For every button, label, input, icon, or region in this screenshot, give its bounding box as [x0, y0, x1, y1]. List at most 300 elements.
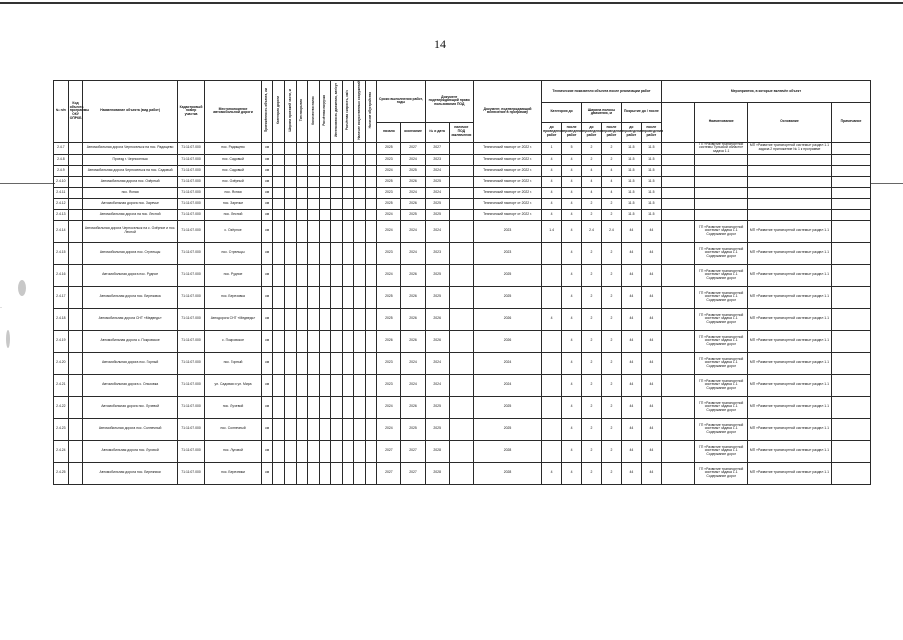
row-year-start: 2027 — [377, 462, 401, 484]
row-source-basis: МП «Развитие транспортной системы» раздел 1.1 — [747, 396, 831, 418]
row-unit: км — [261, 374, 273, 396]
row-v7 — [331, 440, 343, 462]
row-source-empty — [661, 352, 695, 374]
row-v6 — [319, 330, 331, 352]
row-v3 — [284, 142, 296, 154]
row-basis: Технический паспорт от 2022 г. — [473, 176, 541, 187]
row-number: 2.4.20 — [54, 352, 69, 374]
row-number: 2.4.22 — [54, 396, 69, 418]
row-year-start: 2024 — [377, 264, 401, 286]
row-tech-2b: 2 — [601, 396, 621, 418]
table-row — [54, 242, 871, 264]
row-source-basis — [747, 198, 831, 209]
row-source-name: ГП «Развитие транспортной системы» задача 1.1 Содержание дорог — [695, 462, 748, 484]
row-location: пос. Луговой — [205, 440, 262, 462]
row-number: 2.4.12 — [54, 198, 69, 209]
row-v8 — [342, 176, 354, 187]
row-v10 — [365, 220, 377, 242]
row-source-note — [831, 462, 870, 484]
row-v5 — [308, 209, 320, 220]
header-v10-label: Наличие обустройства — [368, 92, 373, 129]
row-v4 — [296, 462, 308, 484]
header-doc-status: наличие ПОД заключения — [449, 122, 473, 142]
table-row — [54, 154, 871, 165]
row-tech-3a: 11.5 — [621, 154, 641, 165]
row-cadastral: 71:11:07.000 — [177, 308, 204, 330]
row-doc-number: 2023 — [425, 154, 449, 165]
row-year-start: 2024 — [377, 165, 401, 176]
row-v10 — [365, 462, 377, 484]
row-tech-3b: 11.5 — [641, 154, 661, 165]
row-tech-2b: 4 — [601, 187, 621, 198]
header-doc-number: № и дата — [425, 122, 449, 142]
row-doc-number: 2025 — [425, 176, 449, 187]
row-doc-number: 2026 — [425, 308, 449, 330]
row-year-start: 2025 — [377, 176, 401, 187]
row-v5 — [308, 242, 320, 264]
row-v7 — [331, 209, 343, 220]
row-number: 2.4.11 — [54, 187, 69, 198]
row-v4 — [296, 209, 308, 220]
row-name: Автомобильная дорога СНТ «Медведь» — [83, 308, 178, 330]
row-v7 — [331, 142, 343, 154]
row-v7 — [331, 220, 343, 242]
row-basis: 2023 — [473, 220, 541, 242]
row-year-start: 2023 — [377, 352, 401, 374]
header-years: Сроки выполнения работ, годы — [377, 81, 425, 123]
row-v6 — [319, 374, 331, 396]
row-source-empty — [661, 308, 695, 330]
row-number: 2.4.15 — [54, 242, 69, 264]
row-tech-1a — [542, 374, 562, 396]
row-cadastral: 71:11:07.000 — [177, 330, 204, 352]
row-cadastral: 71:11:07.000 — [177, 440, 204, 462]
row-tech-1a: 4 — [542, 176, 562, 187]
row-source-note — [831, 264, 870, 286]
row-v3 — [284, 187, 296, 198]
row-v5 — [308, 308, 320, 330]
row-doc-number: 2025 — [425, 418, 449, 440]
row-source-name: ГП «Развитие транспортной системы» задача 1.1 Содержание дорог — [695, 264, 748, 286]
row-tech-2b: 2.4 — [601, 220, 621, 242]
row-source-empty — [661, 462, 695, 484]
row-v9 — [354, 264, 366, 286]
page-number: 14 — [434, 37, 446, 51]
row-source-name — [695, 187, 748, 198]
row-location: пос. Березовка — [205, 286, 262, 308]
row-v6 — [319, 286, 331, 308]
row-name: Автомобильная дорога пос. Горный — [83, 352, 178, 374]
row-source-empty — [661, 264, 695, 286]
row-cadastral: 71:11:07.000 — [177, 187, 204, 198]
row-code — [68, 142, 83, 154]
row-v8 — [342, 286, 354, 308]
row-doc-number: 2024 — [425, 165, 449, 176]
row-v2 — [273, 286, 285, 308]
row-tech-1b: 4 — [562, 418, 582, 440]
row-v3 — [284, 462, 296, 484]
row-source-empty — [661, 374, 695, 396]
row-cadastral: 71:11:07.000 — [177, 264, 204, 286]
row-source-basis: МП «Развитие транспортной системы» раздел 1.1 — [747, 308, 831, 330]
row-v7 — [331, 165, 343, 176]
row-tech-1b: 4 — [562, 242, 582, 264]
header-cadastral: Кадастровый номер участка — [177, 81, 204, 143]
row-v3 — [284, 286, 296, 308]
row-v3 — [284, 242, 296, 264]
row-v9 — [354, 187, 366, 198]
row-location: пос. Рудное — [205, 264, 262, 286]
row-source-name — [695, 154, 748, 165]
row-code — [68, 396, 83, 418]
margin-mark: · — [0, 305, 2, 311]
row-cadastral: 71:11:07.000 — [177, 396, 204, 418]
row-tech-3b: 44 — [641, 308, 661, 330]
scan-smudge — [6, 330, 10, 348]
header-v7-label: Интенсивность движения, авт/сут — [333, 83, 338, 138]
table-row — [54, 142, 871, 154]
row-number: 2.4.25 — [54, 462, 69, 484]
row-source-empty — [661, 187, 695, 198]
row-basis: Технический паспорт от 2022 г. — [473, 209, 541, 220]
row-code — [68, 462, 83, 484]
row-name: Автомобильная дорога пос. Стрельцы — [83, 242, 178, 264]
row-unit: км — [261, 165, 273, 176]
row-doc-status — [449, 264, 473, 286]
row-v2 — [273, 462, 285, 484]
row-code — [68, 242, 83, 264]
header-tech-3b: после проведения работ — [641, 122, 661, 142]
row-year-end: 2026 — [401, 176, 425, 187]
row-location: пос. Озёрный — [205, 176, 262, 187]
table-row — [54, 374, 871, 396]
row-doc-status — [449, 142, 473, 154]
row-tech-2a: 2 — [582, 418, 602, 440]
row-v2 — [273, 176, 285, 187]
row-basis: Технический паспорт от 2022 г. — [473, 198, 541, 209]
row-name: Автомобильная дорога с. Покровское — [83, 330, 178, 352]
row-v5 — [308, 220, 320, 242]
row-location: пос. Садовый — [205, 165, 262, 176]
row-v4 — [296, 242, 308, 264]
row-source-empty — [661, 154, 695, 165]
row-name: Автомобильная дорога Черносельск на с. Озёрное и пос. Лесной — [83, 220, 178, 242]
row-doc-number: 2025 — [425, 209, 449, 220]
row-v8 — [342, 209, 354, 220]
row-tech-1b: 4 — [562, 209, 582, 220]
row-tech-1a — [542, 264, 562, 286]
row-v4 — [296, 330, 308, 352]
header-v9-label: Наличие искусственных сооружений — [356, 81, 361, 140]
row-location: пос. Стрельцы — [205, 242, 262, 264]
row-source-name: ГП «Развитие транспортной системы» задача 1.1 Содержание дорог — [695, 440, 748, 462]
row-year-start: 2025 — [377, 142, 401, 154]
row-tech-1b: 4 — [562, 264, 582, 286]
row-basis: 2025 — [473, 396, 541, 418]
row-tech-2a: 4 — [582, 176, 602, 187]
row-code — [68, 440, 83, 462]
row-year-start: 2025 — [377, 308, 401, 330]
document-table-container — [53, 80, 871, 478]
row-year-start: 2023 — [377, 374, 401, 396]
row-v7 — [331, 308, 343, 330]
row-source-note — [831, 187, 870, 198]
row-tech-3a: 44 — [621, 286, 641, 308]
row-tech-2b: 2 — [601, 264, 621, 286]
row-v7 — [331, 187, 343, 198]
row-tech-2a: 2 — [582, 330, 602, 352]
header-basis: Документ, подтверждающий включение в программу — [473, 81, 541, 143]
row-tech-2a: 2.4 — [582, 220, 602, 242]
row-tech-1a — [542, 242, 562, 264]
row-cadastral: 71:11:07.000 — [177, 154, 204, 165]
row-v3 — [284, 440, 296, 462]
row-year-end: 2026 — [401, 308, 425, 330]
row-source-basis: МП «Развитие транспортной системы» раздел 1.1 — [747, 286, 831, 308]
header-v3-label: Ширина проезжей части, м — [287, 89, 292, 132]
row-location: пос. Садовый — [205, 154, 262, 165]
row-source-note — [831, 142, 870, 154]
row-tech-3b: 44 — [641, 374, 661, 396]
row-doc-number: 2024 — [425, 352, 449, 374]
row-source-note — [831, 418, 870, 440]
row-tech-1a: 1 — [542, 142, 562, 154]
row-unit: км — [261, 176, 273, 187]
row-v10 — [365, 142, 377, 154]
row-source-empty — [661, 330, 695, 352]
row-tech-3b: 44 — [641, 396, 661, 418]
row-tech-2a: 2 — [582, 142, 602, 154]
header-v4 — [296, 81, 308, 143]
row-source-note — [831, 198, 870, 209]
row-v4 — [296, 187, 308, 198]
row-v6 — [319, 187, 331, 198]
row-tech-2b: 2 — [601, 142, 621, 154]
row-source-name: ГП «Развитие транспортной системы» задача 1.1 Содержание дорог — [695, 352, 748, 374]
header-tech-2: Ширина полосы движения, м — [582, 103, 622, 123]
row-v2 — [273, 396, 285, 418]
row-v8 — [342, 396, 354, 418]
row-source-empty — [661, 396, 695, 418]
row-tech-1b: 4 — [562, 220, 582, 242]
row-v2 — [273, 142, 285, 154]
row-basis: 2026 — [473, 308, 541, 330]
row-doc-status — [449, 462, 473, 484]
row-location: пос. Березники — [205, 462, 262, 484]
row-v4 — [296, 374, 308, 396]
row-v10 — [365, 440, 377, 462]
header-v2 — [273, 81, 285, 143]
row-source-name: ГП «Развитие транспортной системы» задача 1.1 Содержание дорог — [695, 330, 748, 352]
row-source-basis: МП «Развитие транспортной системы» раздел 1.1 — [747, 220, 831, 242]
row-unit: км — [261, 308, 273, 330]
row-tech-3a: 11.5 — [621, 187, 641, 198]
row-doc-status — [449, 187, 473, 198]
row-source-name — [695, 209, 748, 220]
row-name: Автомобильная дорога Черносельск на пос. Радищево — [83, 142, 178, 154]
row-v7 — [331, 264, 343, 286]
row-name: пос. Ясная — [83, 187, 178, 198]
row-tech-3a: 44 — [621, 330, 641, 352]
row-doc-number: 2026 — [425, 330, 449, 352]
row-unit: км — [261, 462, 273, 484]
row-number: 2.4.9 — [54, 165, 69, 176]
row-location: пос. Лучевой — [205, 396, 262, 418]
row-v4 — [296, 352, 308, 374]
row-v9 — [354, 165, 366, 176]
row-tech-2b: 2 — [601, 462, 621, 484]
row-v2 — [273, 374, 285, 396]
row-v2 — [273, 165, 285, 176]
row-source-note — [831, 396, 870, 418]
header-number: № п/п — [54, 81, 69, 143]
row-source-name: ГП «Развитие транспортной системы» задача 1.1 Содержание дорог — [695, 286, 748, 308]
header-v8 — [342, 81, 354, 143]
row-doc-number: 2025 — [425, 264, 449, 286]
row-tech-1a — [542, 418, 562, 440]
row-name: Автомобильная дорога на пос. Лесной — [83, 209, 178, 220]
row-tech-1b: 4 — [562, 308, 582, 330]
row-source-name: ГП «Развитие транспортной системы» задача 1.1 Содержание дорог — [695, 374, 748, 396]
row-year-start: 2027 — [377, 440, 401, 462]
row-name: Автомобильная дорога пос. Озёрный — [83, 176, 178, 187]
row-doc-status — [449, 176, 473, 187]
row-v6 — [319, 352, 331, 374]
row-year-start: 2023 — [377, 242, 401, 264]
row-v8 — [342, 187, 354, 198]
row-tech-2a: 2 — [582, 440, 602, 462]
row-v9 — [354, 142, 366, 154]
row-v7 — [331, 418, 343, 440]
row-v6 — [319, 440, 331, 462]
row-source-name: ГП «Развитие транспортной системы» задача 1.1 Содержание дорог — [695, 242, 748, 264]
row-tech-1b: 4 — [562, 440, 582, 462]
header-v10 — [365, 81, 377, 143]
row-v7 — [331, 352, 343, 374]
row-code — [68, 209, 83, 220]
row-unit: км — [261, 396, 273, 418]
table-row — [54, 176, 871, 187]
row-v7 — [331, 286, 343, 308]
row-v8 — [342, 352, 354, 374]
row-basis: 2025 — [473, 418, 541, 440]
row-location: пос. Лесной — [205, 209, 262, 220]
row-tech-1a — [542, 330, 562, 352]
header-v3 — [284, 81, 296, 143]
row-v2 — [273, 352, 285, 374]
row-location: пос. Солнечный — [205, 418, 262, 440]
header-tech-2a: до проведения работ — [582, 122, 602, 142]
row-tech-1a: 4 — [542, 198, 562, 209]
row-source-name: ГП «Развитие транспортной системы» задача 1.1 Содержание дорог — [695, 418, 748, 440]
row-source-basis — [747, 176, 831, 187]
row-v9 — [354, 374, 366, 396]
row-location: Автодорога СНТ «Медведь» — [205, 308, 262, 330]
row-v3 — [284, 308, 296, 330]
row-name: Автомобильная дорога пос. Солнечный — [83, 418, 178, 440]
row-basis: 2023 — [473, 242, 541, 264]
row-tech-2b: 2 — [601, 154, 621, 165]
row-tech-3a: 44 — [621, 220, 641, 242]
row-v10 — [365, 176, 377, 187]
row-unit: км — [261, 220, 273, 242]
row-v8 — [342, 440, 354, 462]
row-number: 2.4.10 — [54, 176, 69, 187]
row-v5 — [308, 374, 320, 396]
row-v10 — [365, 286, 377, 308]
row-v7 — [331, 462, 343, 484]
table-row — [54, 352, 871, 374]
row-unit: км — [261, 187, 273, 198]
header-v6 — [319, 81, 331, 143]
row-v4 — [296, 396, 308, 418]
row-v3 — [284, 176, 296, 187]
row-year-end: 2026 — [401, 264, 425, 286]
header-code: Код объекта программы ОКУ ОПРКБ — [68, 81, 83, 143]
row-v4 — [296, 142, 308, 154]
row-cadastral: 71:11:07.000 — [177, 374, 204, 396]
row-tech-3a: 44 — [621, 264, 641, 286]
row-tech-2b: 2 — [601, 352, 621, 374]
row-source-basis: МП «Развитие транспортной системы» раздел 1.1 — [747, 462, 831, 484]
row-year-start: 2024 — [377, 418, 401, 440]
row-source-basis: МП «Развитие транспортной системы» раздел 1.1 — [747, 242, 831, 264]
header-v7 — [331, 81, 343, 143]
row-source-note — [831, 440, 870, 462]
row-v3 — [284, 330, 296, 352]
scan-smudge — [18, 280, 26, 296]
row-source-name — [695, 176, 748, 187]
row-tech-2a: 4 — [582, 187, 602, 198]
row-v6 — [319, 220, 331, 242]
row-source-basis: МП «Развитие транспортной системы» раздел 1.1 — [747, 374, 831, 396]
row-v6 — [319, 209, 331, 220]
row-tech-3a: 11.5 — [621, 142, 641, 154]
row-source-empty — [661, 176, 695, 187]
row-v5 — [308, 462, 320, 484]
row-v7 — [331, 176, 343, 187]
row-source-basis — [747, 165, 831, 176]
row-v2 — [273, 264, 285, 286]
header-tech-1b: после проведения работ — [562, 122, 582, 142]
row-unit: км — [261, 242, 273, 264]
row-doc-number: 2024 — [425, 220, 449, 242]
row-name: Автомобильная дорога пос. Рудное — [83, 264, 178, 286]
row-number: 2.4.14 — [54, 220, 69, 242]
row-v10 — [365, 154, 377, 165]
row-v6 — [319, 418, 331, 440]
row-v8 — [342, 198, 354, 209]
table-row — [54, 462, 871, 484]
row-name: Автомобильная дорога пос. Луговой — [83, 440, 178, 462]
row-v4 — [296, 220, 308, 242]
header-v5 — [308, 81, 320, 143]
row-doc-status — [449, 396, 473, 418]
row-doc-status — [449, 286, 473, 308]
row-v10 — [365, 187, 377, 198]
row-v5 — [308, 286, 320, 308]
row-tech-1b: 4 — [562, 374, 582, 396]
row-tech-2a: 2 — [582, 264, 602, 286]
row-v3 — [284, 154, 296, 165]
row-code — [68, 154, 83, 165]
row-v4 — [296, 264, 308, 286]
row-location: пос. Заречье — [205, 198, 262, 209]
row-doc-status — [449, 154, 473, 165]
row-year-end: 2024 — [401, 187, 425, 198]
row-v5 — [308, 154, 320, 165]
row-tech-3a: 44 — [621, 352, 641, 374]
